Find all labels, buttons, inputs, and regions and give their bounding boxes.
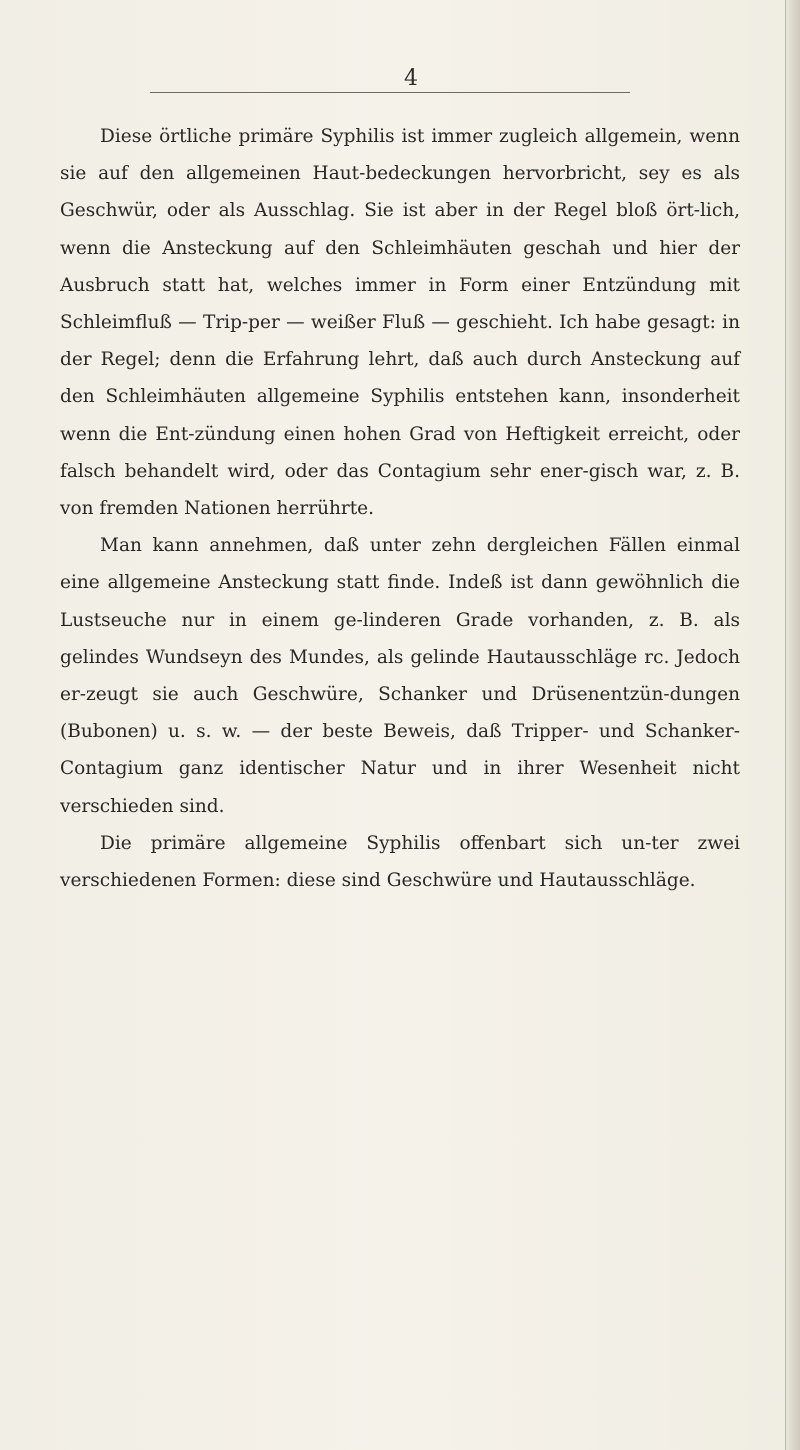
paragraph-2: Man kann annehmen, daß unter zehn dergleichen Fällen einmal eine allgemeine Ansteckung statt finde. Indeß ist dann gewöhnlich die Lustseuche nur in einem ge-linderen Grade vorhanden, z. B. als gelindes Wundseyn des Mundes, als gelinde Hautausschläge rc. Jedoch er-zeugt sie auch Geschwüre, Schanker und Drüsenentzün-dungen (Bubonen) u. s. w. — der beste Beweis, daß Tripper- und Schanker-Contagium ganz identischer Natur und in ihrer Wesenheit nicht verschieden sind. [60,535,740,817]
paragraph-1: Diese örtliche primäre Syphilis ist immer zugleich allgemein, wenn sie auf den allgemeinen Haut-bedeckungen hervorbricht, sey es als Geschwür, oder als Ausschlag. Sie ist aber in der Regel bloß ört-lich, wenn die Ansteckung auf den Schleimhäuten geschah und hier der Ausbruch statt hat, welches immer in Form einer Entzündung mit Schleimfluß — Trip-per — weißer Fluß — geschieht. Ich habe gesagt: in der Regel; denn die Erfahrung lehrt, daß auch durch Ansteckung auf den Schleimhäuten allgemeine Syphilis entstehen kann, insonderheit wenn die Ent-zündung einen hohen Grad von Heftigkeit erreicht, oder falsch behandelt wird, oder das Contagium sehr ener-gisch war, z. B. von fremden Nationen herrührte. [60,126,740,520]
paragraph-3: Die primäre allgemeine Syphilis offenbart sich un-ter zwei verschiedenen Formen: diese sind Geschwüre und Hautausschläge. [60,832,740,892]
body-text [60,118,740,899]
page-number: 4 [404,66,418,91]
header-rule [150,92,630,93]
page-edge [785,0,800,1450]
